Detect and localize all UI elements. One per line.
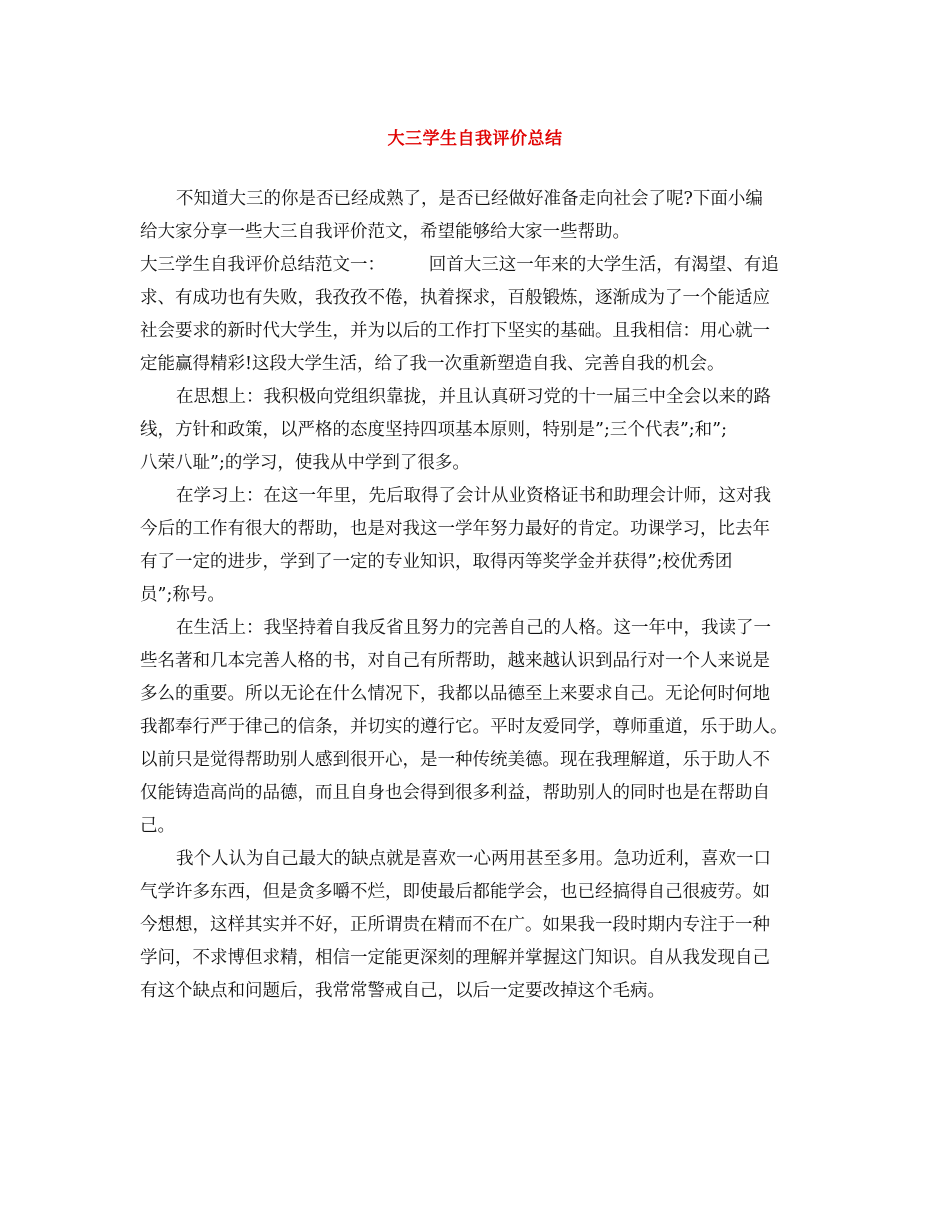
text-line: 八荣八耻”;的学习，使我从中学到了很多。 xyxy=(140,453,470,473)
text-line: 今想想，这样其实并不好，正所谓贵在精而不在广。如果我一段时期内专注于一种 xyxy=(140,915,770,935)
text-line: 不知道大三的你是否已经成熟了，是否已经做好准备走向社会了呢?下面小编 xyxy=(176,189,763,209)
document-body xyxy=(140,183,820,1008)
text-line: 员”;称号。 xyxy=(140,585,225,605)
text-line: 定能赢得精彩!这段大学生活，给了我一次重新塑造自我、完善自我的机会。 xyxy=(140,354,725,374)
text-line: 在思想上：我积极向党组织靠拢，并且认真研习党的十一届三中全会以来的路 xyxy=(176,387,771,407)
document-title: 大三学生自我评价总结 xyxy=(387,129,563,149)
text-line: 我个人认为自己最大的缺点就是喜欢一心两用甚至多用。急功近利，喜欢一口 xyxy=(176,849,771,869)
text-line: 学问，不求博但求精，相信一定能更深刻的理解并掌握这门知识。自从我发现自己 xyxy=(140,948,770,968)
text-line: 求、有成功也有失败，我孜孜不倦，执着探求，百般锻炼，逐渐成为了一个能适应 xyxy=(140,288,770,308)
text-line: 有了一定的进步，学到了一定的专业知识，取得丙等奖学金并获得”;校优秀团 xyxy=(140,552,733,572)
text-line: 多么的重要。所以无论在什么情况下，我都以品德至上来要求自己。无论何时何地 xyxy=(140,684,770,704)
text-line: 在生活上：我坚持着自我反省且努力的完善自己的人格。这一年中，我读了一 xyxy=(176,618,771,638)
text-line: 大三学生自我评价总结范文一： 回首大三这一年来的大学生活，有渴望、有追 xyxy=(140,255,779,275)
text-line: 社会要求的新时代大学生，并为以后的工作打下坚实的基础。且我相信：用心就一 xyxy=(140,321,770,341)
text-line: 给大家分享一些大三自我评价范文，希望能够给大家一些帮助。 xyxy=(140,222,630,242)
text-line: 仅能铸造高尚的品德，而且自身也会得到很多利益，帮助别人的同时也是在帮助自 xyxy=(140,783,770,803)
text-line: 些名著和几本完善人格的书，对自己有所帮助，越来越认识到品行对一个人来说是 xyxy=(140,651,770,671)
text-line: 线，方针和政策，以严格的态度坚持四项基本原则，特别是”;三个代表”;和”; xyxy=(140,420,728,440)
text-line: 有这个缺点和问题后，我常常警戒自己，以后一定要改掉这个毛病。 xyxy=(140,981,665,1001)
text-line: 在学习上：在这一年里，先后取得了会计从业资格证书和助理会计师，这对我 xyxy=(176,486,771,506)
text-line: 以前只是觉得帮助别人感到很开心，是一种传统美德。现在我理解道，乐于助人不 xyxy=(140,750,770,770)
text-line: 气学许多东西，但是贪多嚼不烂，即使最后都能学会，也已经搞得自己很疲劳。如 xyxy=(140,882,770,902)
text-line: 我都奉行严于律己的信条，并切实的遵行它。平时友爱同学，尊师重道，乐于助人。 xyxy=(140,717,788,737)
text-line: 今后的工作有很大的帮助，也是对我这一学年努力最好的肯定。功课学习，比去年 xyxy=(140,519,770,539)
text-line: 己。 xyxy=(140,816,175,836)
